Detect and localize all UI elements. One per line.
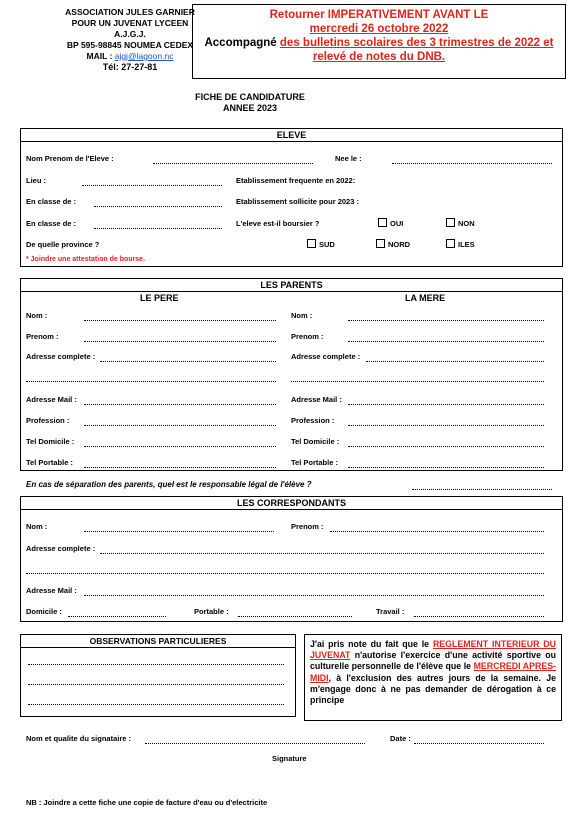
signature-label: Signature (272, 754, 307, 763)
etab-sollicite-label: Etablissement sollicite pour 2023 : (236, 197, 359, 206)
signataire-field[interactable] (145, 743, 365, 744)
mere-adresse-field[interactable] (366, 361, 544, 362)
engagement-text1: J'ai pris note du fait que le (310, 639, 433, 649)
iles-label: ILES (458, 240, 475, 249)
mere-tel-port-field[interactable] (348, 467, 544, 468)
mere-adresse-label: Adresse complete : (291, 352, 361, 361)
sud-label: SUD (319, 240, 335, 249)
association-address: BP 595-98845 NOUMEA CEDEX (66, 40, 194, 50)
nb-note: NB : Joindre a cette fiche une copie de facture d'eau ou d'electricite (26, 798, 268, 807)
checkbox-icon (378, 218, 387, 227)
mail-link[interactable]: ajgj@lagoon.nc (114, 51, 174, 61)
parents-header: LES PARENTS (21, 279, 562, 292)
pere-nom-field[interactable] (84, 320, 276, 321)
pere-mail-label: Adresse Mail : (26, 395, 77, 404)
association-acronym: A.J.G.J. (114, 29, 146, 39)
checkbox-icon (446, 239, 455, 248)
non-checkbox[interactable] (446, 218, 475, 228)
pere-profession-label: Profession : (26, 416, 70, 425)
mere-mail-label: Adresse Mail : (291, 395, 342, 404)
association-subtitle: POUR UN JUVENAT LYCEEN (71, 18, 189, 28)
signataire-label: Nom et qualite du signataire : (26, 734, 132, 743)
eleve-ne-le-label: Nee le : (335, 154, 362, 163)
corr-domicile-label: Domicile : (26, 607, 62, 616)
corr-nom-label: Nom : (26, 522, 48, 531)
corr-travail-field[interactable] (414, 616, 544, 617)
notice-bulletins: des bulletins scolaires des 3 trimestres de 2022 et (279, 37, 554, 49)
iles-checkbox[interactable] (446, 239, 475, 249)
province-label: De quelle province ? (26, 240, 100, 249)
mere-mail-field[interactable] (348, 404, 544, 405)
date-field[interactable] (414, 743, 544, 744)
mere-profession-label: Profession : (291, 416, 335, 425)
en-classe1-label: En classe de : (26, 197, 77, 206)
correspondants-section (20, 496, 563, 622)
notice-dnb: relevé de notes du DNB. (312, 51, 446, 63)
boursier-label: L'eleve est-il boursier ? (236, 219, 320, 228)
mere-adresse-field2[interactable] (291, 381, 544, 382)
pere-adresse-label: Adresse complete : (26, 352, 96, 361)
eleve-nom-field[interactable] (153, 163, 313, 164)
non-label: NON (458, 219, 475, 228)
page-title (170, 92, 330, 114)
notice-date: mercredi 26 octobre 2022 (309, 23, 449, 35)
en-classe1-field[interactable] (94, 206, 222, 207)
bourse-note: * Joindre une attestation de bourse. (26, 256, 146, 263)
separation-question: En cas de séparation des parents, quel est le responsable légal de l'élève ? (26, 480, 312, 489)
mere-profession-field[interactable] (348, 425, 544, 426)
observations-line2[interactable] (28, 684, 284, 685)
corr-prenom-label: Prenom : (291, 522, 324, 531)
checkbox-icon (307, 239, 316, 248)
mere-tel-dom-label: Tel Domicile : (291, 437, 340, 446)
association-block (50, 7, 210, 73)
corr-portable-field[interactable] (238, 616, 352, 617)
mere-nom-label: Nom : (291, 311, 313, 320)
notice-box (192, 4, 566, 79)
corr-adresse-label: Adresse complete : (26, 544, 96, 553)
notice-line3 (193, 36, 565, 50)
separation-field[interactable] (412, 489, 552, 490)
correspondants-header: LES CORRESPONDANTS (21, 497, 562, 510)
checkbox-icon (446, 218, 455, 227)
checkbox-icon (376, 239, 385, 248)
en-classe2-field[interactable] (94, 228, 222, 229)
corr-nom-field[interactable] (84, 531, 274, 532)
pere-adresse-field[interactable] (100, 361, 276, 362)
oui-checkbox[interactable] (378, 218, 403, 228)
mere-prenom-field[interactable] (348, 341, 544, 342)
mere-heading: LA MERE (405, 293, 446, 303)
engagement-text3: , à l'exclusion des autres jours de la semaine. Je m'engage donc à ne pas demander de dérogation à ce principe (310, 672, 556, 706)
title-line2: ANNEE 2023 (222, 103, 278, 113)
nord-checkbox[interactable] (376, 239, 410, 249)
pere-tel-dom-field[interactable] (84, 446, 276, 447)
engagement-reglement: REGLEMENT INTERIEUR DU JUVENAT (310, 639, 556, 661)
nord-label: NORD (388, 240, 411, 249)
pere-mail-field[interactable] (84, 404, 276, 405)
corr-mail-field[interactable] (84, 595, 544, 596)
mere-tel-dom-field[interactable] (348, 446, 544, 447)
pere-profession-field[interactable] (84, 425, 276, 426)
mail-label: MAIL : (86, 51, 113, 61)
title-line1: FICHE DE CANDIDATURE (195, 92, 305, 102)
corr-portable-label: Portable : (194, 607, 229, 616)
pere-adresse-field2[interactable] (26, 381, 276, 382)
pere-tel-port-label: Tel Portable : (26, 458, 73, 467)
eleve-lieu-field[interactable] (82, 185, 222, 186)
eleve-header: ELEVE (21, 129, 562, 142)
notice-line1: Retourner IMPERATIVEMENT AVANT LE (269, 9, 489, 21)
pere-nom-label: Nom : (26, 311, 48, 320)
eleve-nom-label: Nom Prenom de l'Eleve : (26, 154, 114, 163)
engagement-text2: n'autorise l'exercice d'une activité sportive ou culturelle personnelle de l'élève que le (310, 650, 556, 672)
association-name: ASSOCIATION JULES GARNIER (65, 7, 195, 17)
mere-nom-field[interactable] (348, 320, 544, 321)
notice-accomp: Accompagné (204, 37, 277, 49)
corr-mail-label: Adresse Mail : (26, 586, 77, 595)
association-tel: Tél: 27-27-81 (102, 62, 158, 72)
en-classe2-label: En classe de : (26, 219, 77, 228)
etab-freq-label: Etablissement frequente en 2022: (236, 176, 356, 185)
eleve-lieu-label: Lieu : (26, 176, 46, 185)
pere-tel-dom-label: Tel Domicile : (26, 437, 75, 446)
observations-header: OBSERVATIONS PARTICULIERES (21, 635, 295, 648)
sud-checkbox[interactable] (307, 239, 335, 249)
pere-heading: LE PERE (140, 293, 179, 303)
corr-adresse-field2[interactable] (26, 573, 544, 574)
engagement-box (304, 634, 562, 721)
corr-domicile-field[interactable] (68, 616, 166, 617)
corr-adresse-field[interactable] (100, 553, 544, 554)
association-mail (50, 51, 210, 62)
observations-line3[interactable] (28, 704, 284, 705)
corr-travail-label: Travail : (376, 607, 405, 616)
observations-line1[interactable] (28, 664, 284, 665)
mere-prenom-label: Prenom : (291, 332, 324, 341)
eleve-ne-le-field[interactable] (392, 163, 552, 164)
mere-tel-port-label: Tel Portable : (291, 458, 338, 467)
oui-label: OUI (390, 219, 404, 228)
pere-prenom-field[interactable] (84, 341, 276, 342)
pere-prenom-label: Prenom : (26, 332, 59, 341)
corr-prenom-field[interactable] (330, 531, 544, 532)
pere-tel-port-field[interactable] (84, 467, 276, 468)
date-label: Date : (390, 734, 411, 743)
engagement-mercredi: MERCREDI APRES-MIDI (310, 661, 556, 683)
